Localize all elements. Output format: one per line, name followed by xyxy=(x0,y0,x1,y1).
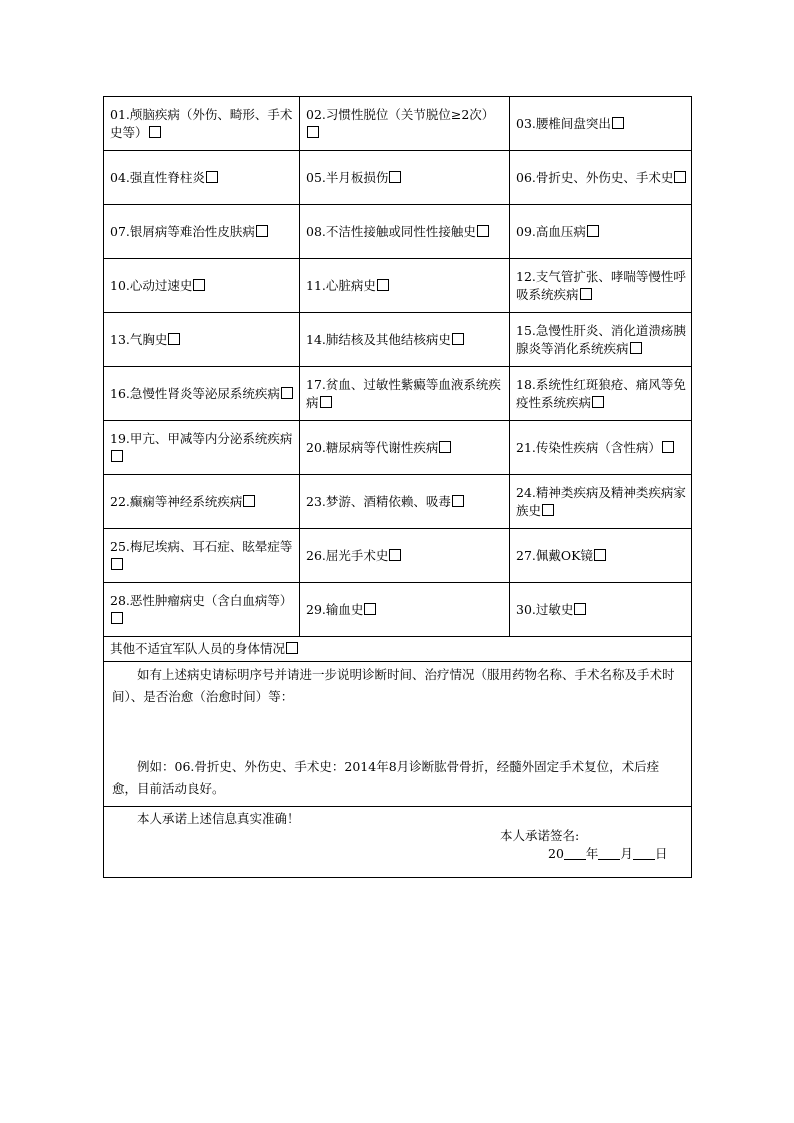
table-row xyxy=(104,205,692,259)
table-row xyxy=(104,475,692,529)
history-checkbox[interactable] xyxy=(256,225,268,237)
history-item xyxy=(510,97,692,151)
history-item-label: 22.癫痫等神经系统疾病 xyxy=(110,493,243,509)
history-checkbox[interactable] xyxy=(281,387,293,399)
history-checkbox[interactable] xyxy=(193,279,205,291)
year-blank[interactable] xyxy=(564,846,586,860)
history-item xyxy=(104,97,300,151)
table-row xyxy=(104,259,692,313)
history-checkbox[interactable] xyxy=(111,558,123,570)
history-checkbox[interactable] xyxy=(320,396,332,408)
history-item xyxy=(510,313,692,367)
history-checkbox[interactable] xyxy=(452,333,464,345)
history-checkbox[interactable] xyxy=(452,495,464,507)
history-item xyxy=(300,583,510,637)
history-checkbox[interactable] xyxy=(594,549,606,561)
history-item-label: 16.急慢性肾炎等泌尿系统疾病 xyxy=(110,385,280,401)
history-item-label: 28.恶性肿瘤病史（含白血病等） xyxy=(110,592,293,608)
other-condition-row xyxy=(104,637,692,662)
history-item xyxy=(300,529,510,583)
history-checkbox[interactable] xyxy=(111,450,123,462)
table-row xyxy=(104,421,692,475)
history-checkbox[interactable] xyxy=(477,225,489,237)
history-item xyxy=(104,583,300,637)
history-checkbox[interactable] xyxy=(587,225,599,237)
date-day-label: 日 xyxy=(654,846,668,861)
history-item xyxy=(510,583,692,637)
history-item xyxy=(104,205,300,259)
history-item-label: 11.心脏病史 xyxy=(306,277,376,293)
history-item-label: 29.输血史 xyxy=(306,601,364,617)
history-item xyxy=(510,367,692,421)
history-item-label: 12.支气管扩张、哮喘等慢性呼吸系统疾病 xyxy=(516,268,686,302)
other-condition-item xyxy=(104,637,692,662)
history-item-label: 17.贫血、过敏性紫癜等血液系统疾病 xyxy=(306,376,501,410)
history-item xyxy=(510,205,692,259)
history-item-label: 06.骨折史、外伤史、手术史 xyxy=(516,169,674,185)
history-item xyxy=(104,475,300,529)
history-item-label: 25.梅尼埃病、耳石症、眩晕症等 xyxy=(110,538,293,554)
history-item xyxy=(300,475,510,529)
history-item-label: 24.精神类疾病及精神类疾病家族史 xyxy=(516,484,686,518)
history-item-label: 19.甲亢、甲减等内分泌系统疾病 xyxy=(110,430,293,446)
table-row xyxy=(104,151,692,205)
history-item-label: 20.糖尿病等代谢性疾病 xyxy=(306,439,439,455)
history-item-label: 10.心动过速史 xyxy=(110,277,193,293)
history-item-label: 05.半月板损伤 xyxy=(306,169,389,185)
note-instruction: 如有上述病史请标明序号并请进一步说明诊断时间、治疗情况（服用药物名称、手术名称及手术时间）、是否治愈（治愈时间）等： xyxy=(112,667,675,704)
history-item-label: 27.佩戴OK镜 xyxy=(516,547,593,563)
history-item-label: 02.习惯性脱位（关节脱位≥2次） xyxy=(306,106,495,122)
description-blank-area xyxy=(112,708,683,756)
table-row xyxy=(104,367,692,421)
history-item xyxy=(300,367,510,421)
pledge-cell xyxy=(104,807,692,878)
day-blank[interactable] xyxy=(633,846,655,860)
history-item xyxy=(104,529,300,583)
history-checkbox[interactable] xyxy=(377,279,389,291)
history-checkbox[interactable] xyxy=(307,126,319,138)
history-checkbox[interactable] xyxy=(168,333,180,345)
history-checkbox[interactable] xyxy=(243,495,255,507)
date-year-label: 年 xyxy=(585,846,599,861)
date-field xyxy=(548,845,667,863)
history-item xyxy=(300,97,510,151)
table-row xyxy=(104,97,692,151)
date-year-prefix: 20 xyxy=(548,846,564,861)
history-item xyxy=(104,259,300,313)
history-checkbox[interactable] xyxy=(439,441,451,453)
history-checkbox[interactable] xyxy=(364,603,376,615)
other-condition-label: 其他不适宜军队人员的身体情况 xyxy=(110,641,286,656)
history-item xyxy=(510,529,692,583)
history-checkbox[interactable] xyxy=(389,549,401,561)
history-item xyxy=(300,259,510,313)
history-checkbox[interactable] xyxy=(630,342,642,354)
history-item xyxy=(104,421,300,475)
other-condition-checkbox[interactable] xyxy=(286,642,298,654)
history-item xyxy=(300,151,510,205)
signature-label: 本人承诺签名: xyxy=(500,828,580,843)
history-item-label: 21.传染性疾病（含性病） xyxy=(516,439,661,455)
history-checkbox[interactable] xyxy=(662,441,674,453)
pledge-row xyxy=(104,807,692,878)
history-checkbox[interactable] xyxy=(111,612,123,624)
history-item-label: 04.强直性脊柱炎 xyxy=(110,169,205,185)
history-item xyxy=(300,205,510,259)
history-item-label: 14.肺结核及其他结核病史 xyxy=(306,331,451,347)
history-item-label: 30.过敏史 xyxy=(516,601,574,617)
history-checkbox[interactable] xyxy=(674,171,686,183)
history-item-label: 07.银屑病等难治性皮肤病 xyxy=(110,223,255,239)
history-item xyxy=(300,421,510,475)
history-checkbox[interactable] xyxy=(580,288,592,300)
history-item-label: 09.高血压病 xyxy=(516,223,586,239)
pledge-statement: 本人承诺上述信息真实准确！ xyxy=(137,811,300,826)
medical-history-table xyxy=(103,96,692,878)
history-item-label: 26.屈光手术史 xyxy=(306,547,389,563)
note-row xyxy=(104,662,692,807)
history-item xyxy=(510,151,692,205)
history-checkbox[interactable] xyxy=(574,603,586,615)
date-month-label: 月 xyxy=(620,846,633,861)
history-checkbox[interactable] xyxy=(592,396,604,408)
history-item xyxy=(104,313,300,367)
history-item xyxy=(510,475,692,529)
history-item-label: 13.气胸史 xyxy=(110,331,168,347)
history-checkbox[interactable] xyxy=(612,117,624,129)
history-item xyxy=(300,313,510,367)
history-checkbox[interactable] xyxy=(542,504,554,516)
history-item-label: 23.梦游、酒精依赖、吸毒 xyxy=(306,493,451,509)
history-item-label: 03.腰椎间盘突出 xyxy=(516,115,611,131)
table-row xyxy=(104,529,692,583)
history-item-label: 01.颅脑疾病（外伤、畸形、手术史等） xyxy=(110,106,293,140)
history-item xyxy=(510,259,692,313)
table-row xyxy=(104,313,692,367)
month-blank[interactable] xyxy=(598,846,620,860)
history-description-field[interactable] xyxy=(104,662,692,807)
history-item-label: 15.急慢性肝炎、消化道溃疡胰腺炎等消化系统疾病 xyxy=(516,322,686,356)
history-item xyxy=(104,151,300,205)
history-item-label: 18.系统性红斑狼疮、痛风等免疫性系统疾病 xyxy=(516,376,686,410)
note-example: 例如：06.骨折史、外伤史、手术史：2014年8月诊断肱骨骨折，经髓外固定手术复位，术后痊愈，目前活动良好。 xyxy=(112,759,660,796)
history-checkbox[interactable] xyxy=(149,126,161,138)
history-checkbox[interactable] xyxy=(206,171,218,183)
history-checkbox[interactable] xyxy=(389,171,401,183)
history-item xyxy=(104,367,300,421)
signature-field[interactable] xyxy=(500,827,579,845)
table-row xyxy=(104,583,692,637)
history-item xyxy=(510,421,692,475)
history-item-label: 08.不洁性接触或同性性接触史 xyxy=(306,223,476,239)
